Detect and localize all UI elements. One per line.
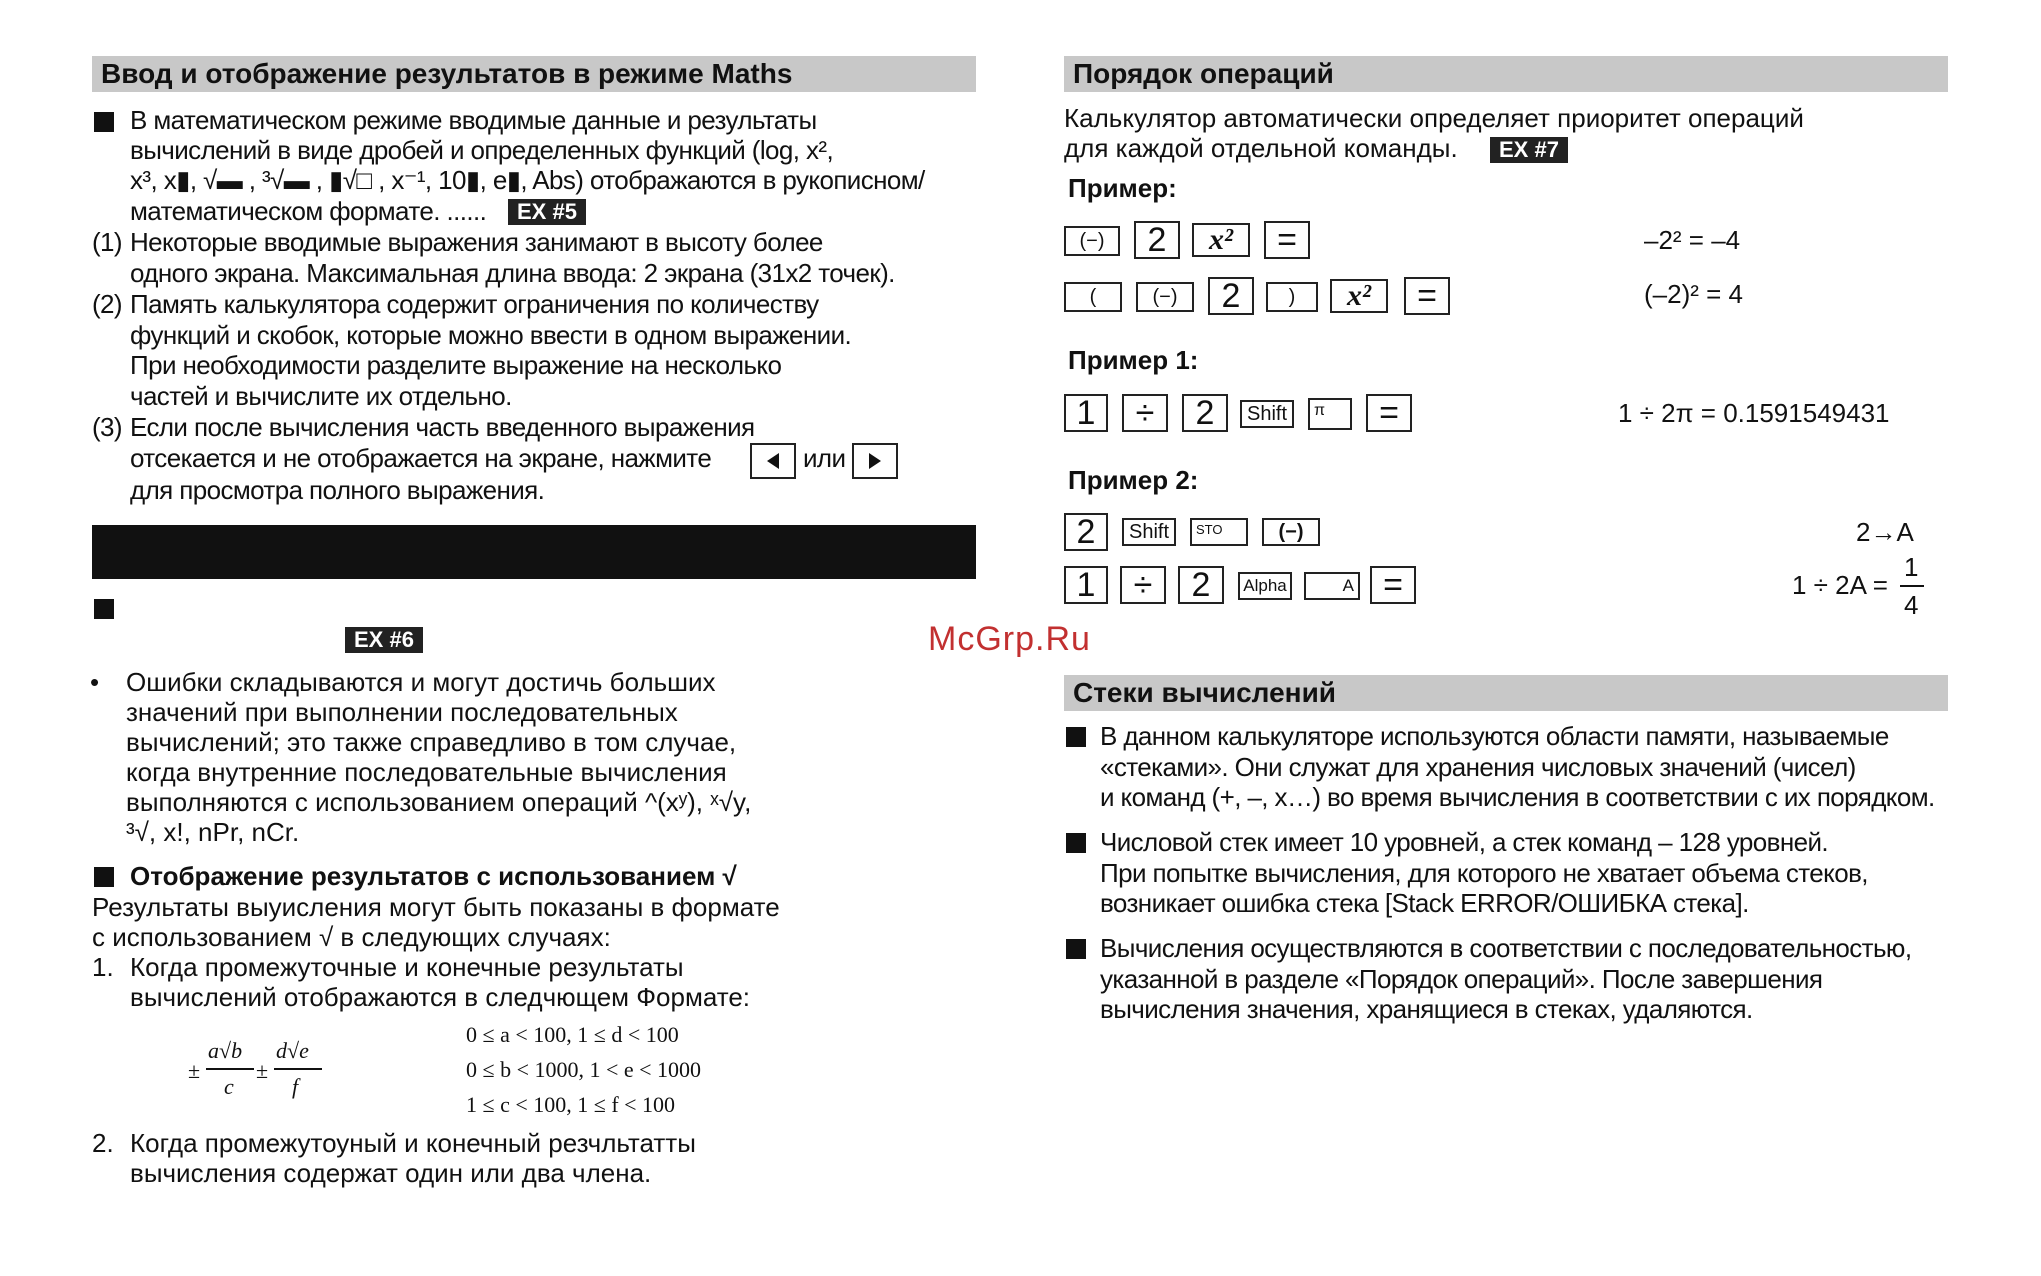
formula-pm: ± [188, 1058, 201, 1083]
digit-2-key[interactable]: 2 [1134, 221, 1180, 259]
order-line: Калькулятор автоматически определяет приоритет операций [1064, 103, 1804, 133]
case-1-line: Когда промежуточные и конечные результаты [130, 952, 684, 982]
order-of-operations-header: Порядок операций [1064, 56, 1948, 92]
right-arrow-key[interactable] [852, 443, 898, 479]
order-line: для каждой отдельной команды. [1064, 133, 1458, 163]
sqrt-display-header: Отображение результатов с использованием √ [130, 861, 737, 891]
sto-key[interactable]: STO [1190, 518, 1248, 546]
errors-line: когда внутренние последовательные вычисления [126, 757, 727, 787]
stacks-para-1-line: «стеками». Они служат для хранения числовых значений (чисел) [1100, 752, 1856, 782]
note-2-line: Память калькулятора содержит ограничения по количеству [130, 289, 819, 319]
result-5: 1 ÷ 2A = [1792, 570, 1888, 600]
calculation-stacks-header: Стеки вычислений [1064, 675, 1948, 711]
example-1-label: Пример 1: [1068, 345, 1199, 375]
case-1-num: 1. [92, 952, 114, 982]
formula-den-2: f [292, 1074, 299, 1099]
result-4: 2→A [1856, 517, 1914, 547]
errors-line: значений при выполнении последовательных [126, 697, 678, 727]
ex7-badge: EX #7 [1490, 137, 1568, 163]
note-1-line: Некоторые вводимые выражения занимают в высоту более [130, 227, 823, 257]
note-2-line: функций и скобок, которые можно ввести в одном выражении. [130, 320, 852, 350]
result-3: 1 ÷ 2π = 0.1591549431 [1618, 398, 1890, 428]
formula-pm: ± [256, 1058, 269, 1083]
condition-line: 0 ≤ b < 1000, 1 < e < 1000 [466, 1057, 702, 1082]
stacks-para-2-line: возникает ошибка стека [Stack ERROR/ОШИБКА стека]. [1100, 888, 1749, 918]
a-key[interactable]: A [1304, 572, 1360, 600]
case-2-num: 2. [92, 1128, 114, 1158]
errors-line: вычислений; это также справедливо в том случае, [126, 727, 737, 757]
errors-line: Ошибки складываются и могут достичь больших [126, 667, 716, 697]
bullet-square [94, 867, 114, 887]
result-2: (–2)² = 4 [1644, 279, 1743, 309]
stacks-para-1-line: В данном калькуляторе используются области памяти, называемые [1100, 721, 1889, 751]
pi-key[interactable]: π [1308, 398, 1352, 430]
section-bar [92, 525, 976, 579]
case-2-line: вычисления содержат один или два члена. [130, 1158, 652, 1188]
bullet-square [1066, 727, 1086, 747]
right-triangle-icon [867, 452, 883, 470]
alpha-key[interactable]: Alpha [1238, 572, 1292, 600]
digit-2-key[interactable]: 2 [1178, 566, 1224, 604]
x-squared-key[interactable]: x² [1330, 279, 1388, 313]
note-3-line: для просмотра полного выражения. [130, 475, 545, 505]
stacks-para-2-line: Числовой стек имеет 10 уровней, а стек команд – 128 уровней. [1100, 827, 1829, 857]
note-3-line: отсекается и не отображается на экране, нажмите [130, 443, 712, 473]
bullet-square [94, 599, 114, 619]
equals-key[interactable]: = [1404, 277, 1450, 315]
note-1-num: (1) [92, 227, 122, 257]
maths-line-4: математическом формате. ...... [130, 196, 487, 226]
note-2-line: частей и вычислите их отдельно. [130, 381, 512, 411]
case-2-line: Когда промежутоуный и конечный резчльтатты [130, 1128, 696, 1158]
watermark: McGrp.Ru [928, 620, 1091, 658]
formula-den-1: c [224, 1074, 234, 1099]
ex5-badge: EX #5 [508, 199, 586, 225]
errors-line: выполняются с использованием операций ^(xʸ), ˣ√y, [126, 787, 752, 817]
ex6-badge: EX #6 [345, 627, 423, 653]
stacks-para-3-line: указанной в разделе «Порядок операций». После завершения [1100, 964, 1823, 994]
fraction-bar [1900, 585, 1924, 587]
example-label: Пример: [1068, 173, 1177, 203]
equals-key[interactable]: = [1264, 221, 1310, 259]
note-3-num: (3) [92, 412, 122, 442]
equals-key[interactable]: = [1370, 566, 1416, 604]
bullet-square [1066, 833, 1086, 853]
result-1: –2² = –4 [1644, 225, 1741, 255]
case-1-line: вычислений отображаются в следчющем Формате: [130, 982, 751, 1012]
stacks-para-3-line: Вычисления осуществляются в соответствии с последовательностью, [1100, 933, 1912, 963]
left-arrow-key[interactable] [750, 443, 796, 479]
equals-key[interactable]: = [1366, 394, 1412, 432]
x-squared-key[interactable]: x² [1192, 223, 1250, 257]
digit-2-key[interactable]: 2 [1182, 394, 1228, 432]
shift-key[interactable]: Shift [1240, 400, 1294, 428]
stacks-para-3-line: вычисления значения, хранящиеся в стеках, удаляются. [1100, 994, 1753, 1024]
bullet-square [1066, 939, 1086, 959]
stacks-para-2-line: При попытке вычисления, для которого не хватает объема стеков, [1100, 858, 1868, 888]
errors-line: ³√, x!, nPr, nCr. [126, 817, 300, 847]
divide-key[interactable]: ÷ [1120, 566, 1166, 604]
result-5-numerator: 1 [1904, 552, 1919, 582]
formula-num-2: d√e [276, 1038, 309, 1063]
negative-key[interactable]: (−) [1262, 518, 1320, 546]
digit-2-key[interactable]: 2 [1208, 277, 1254, 315]
maths-line-2: вычислений в виде дробей и определенных функций (log, x², [130, 135, 834, 165]
note-2-line: При необходимости разделите выражение на несколько [130, 350, 782, 380]
shift-key[interactable]: Shift [1122, 518, 1176, 546]
negative-key[interactable]: (−) [1064, 226, 1120, 256]
result-5-denominator: 4 [1904, 590, 1919, 620]
sqrt-line: Результаты выуисления могут быть показаны в формате [92, 892, 780, 922]
note-2-num: (2) [92, 289, 122, 319]
bullet-square [94, 112, 114, 132]
digit-1-key[interactable]: 1 [1064, 566, 1108, 604]
fraction-bar [206, 1068, 254, 1070]
divide-key[interactable]: ÷ [1122, 394, 1168, 432]
open-paren-key[interactable]: ( [1064, 282, 1122, 312]
example-2-label: Пример 2: [1068, 465, 1199, 495]
bullet-dot: • [90, 667, 100, 697]
condition-line: 0 ≤ a < 100, 1 ≤ d < 100 [466, 1022, 679, 1047]
close-paren-key[interactable]: ) [1266, 282, 1318, 312]
maths-mode-header: Ввод и отображение результатов в режиме Maths [92, 56, 976, 92]
negative-key[interactable]: (−) [1136, 282, 1194, 312]
condition-line: 1 ≤ c < 100, 1 ≤ f < 100 [466, 1092, 676, 1117]
or-word: или [803, 443, 846, 473]
formula-num-1: a√b [208, 1038, 243, 1063]
stacks-para-1-line: и команд (+, –, x…) во время вычисления в соответствии с их порядком. [1100, 782, 1935, 812]
left-triangle-icon [765, 452, 781, 470]
digit-2-key[interactable]: 2 [1064, 513, 1108, 551]
note-3-line: Если после вычисления часть введенного выражения [130, 412, 755, 442]
maths-line-1: В математическом режиме вводимые данные и результаты [130, 105, 817, 135]
note-1-line: одного экрана. Максимальная длина ввода: 2 экрана (31x2 точек). [130, 258, 895, 288]
maths-line-3: x³, x▮, √▬ , ³√▬ , ▮√□ , x⁻¹, 10▮, e▮, Abs) отображаются в рукописном/ [130, 165, 925, 195]
digit-1-key[interactable]: 1 [1064, 394, 1108, 432]
fraction-bar [274, 1068, 322, 1070]
sqrt-line: с использованием √ в следующих случаях: [92, 922, 611, 952]
